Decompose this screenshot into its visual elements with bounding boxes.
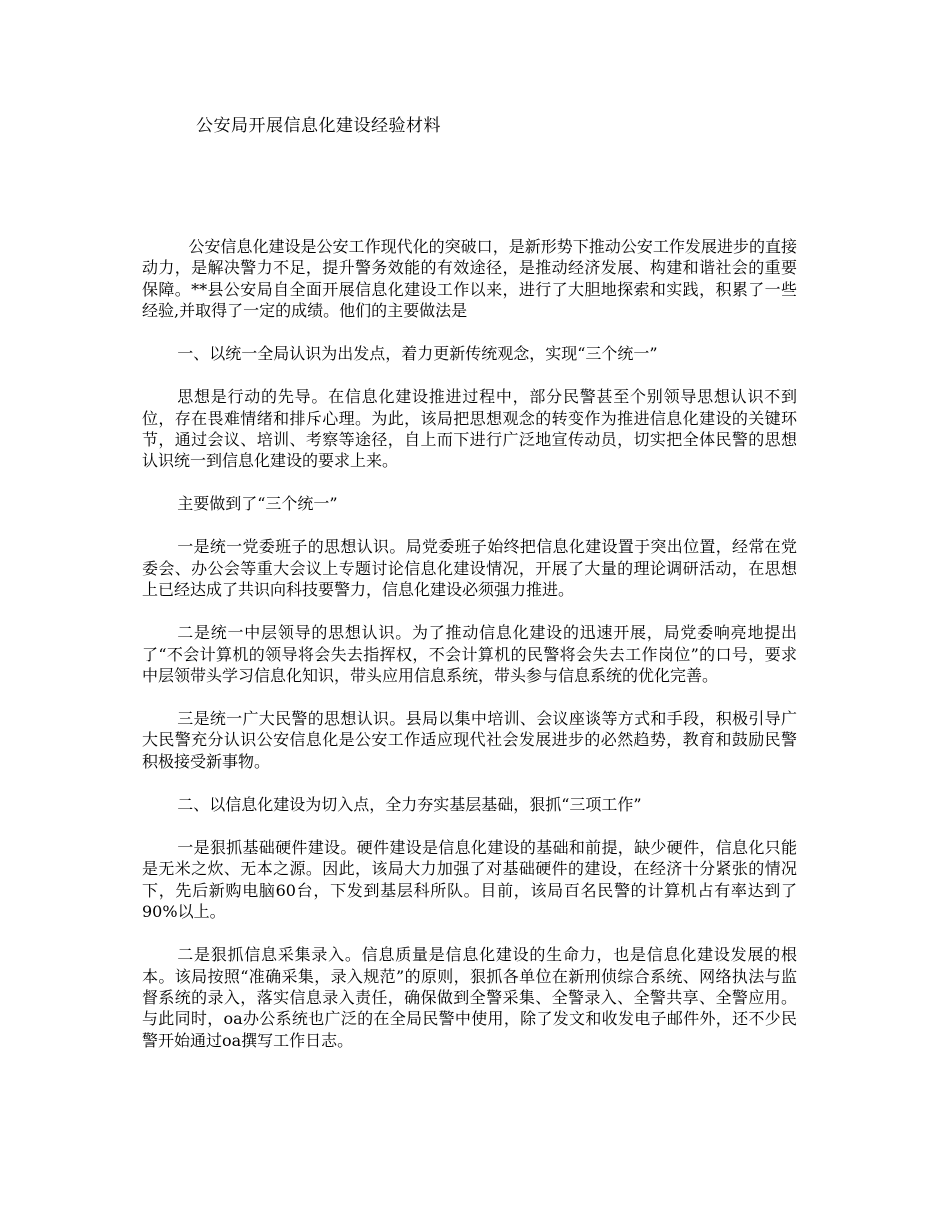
body-paragraph: 一是狠抓基础硬件建设。硬件建设是信息化建设的基础和前提，缺少硬件，信息化只能是无米之炊、无本之源。因此，该局大力加强了对基础硬件的建设，在经济十分紧张的情况下，先后新购电脑60台，下发到基层科所队。目前，该局百名民警的计算机占有率达到了90%以上。 — [142, 837, 797, 922]
document-body — [142, 236, 797, 1073]
section-heading-2: 二、以信息化建设为切入点，全力夯实基层基础，狠抓“三项工作” — [177, 794, 642, 814]
body-paragraph: 主要做到了“三个统一” — [177, 494, 338, 514]
body-paragraph: 三是统一广大民警的思想认识。县局以集中培训、会议座谈等方式和手段，积极引导广大民警充分认识公安信息化是公安工作适应现代社会发展进步的必然趋势，教育和鼓励民警积极接受新事物。 — [142, 709, 797, 771]
document-title: 公安局开展信息化建设经验材料 — [196, 116, 441, 136]
intro-paragraph: 公安信息化建设是公安工作现代化的突破口，是新形势下推动公安工作发展进步的直接动力，是解决警力不足，提升警务效能的有效途径，是推动经济发展、构建和谐社会的重要保障。**县公安局自全面开展信息化建设工作以来，进行了大胆地探索和实践，积累了一些经验,并取得了一定的成绩。他们的主要做法是 — [142, 237, 797, 321]
body-paragraph: 一是统一党委班子的思想认识。局党委班子始终把信息化建设置于突出位置，经常在党委会、办公会等重大会议上专题讨论信息化建设情况，开展了大量的理论调研活动，在思想上已经达成了共识向科技要警力，信息化建设必须强力推进。 — [142, 537, 797, 600]
body-paragraph: 二是狠抓信息采集录入。信息质量是信息化建设的生命力，也是信息化建设发展的根本。该局按照“准确采集，录入规范”的原则，狠抓各单位在新刑侦综合系统、网络执法与监督系统的录入，落实信息录入责任，确保做到全警采集、全警录入、全警共享、全警应用。与此同时，oa办公系统也广泛的在全局民警中使用，除了发文和收发电子邮件外，还不少民警开始通过oa撰写工作日志。 — [142, 945, 797, 1050]
section-heading-1: 一、以统一全局认识为出发点，着力更新传统观念，实现“三个统一” — [177, 344, 658, 364]
body-paragraph: 二是统一中层领导的思想认识。为了推动信息化建设的迅速开展，局党委响亮地提出了“不会计算机的领导将会失去指挥权，不会计算机的民警将会失去工作岗位”的口号，要求中层领带头学习信息化知识，带头应用信息系统，带头参与信息系统的优化完善。 — [142, 623, 797, 686]
body-paragraph: 思想是行动的先导。在信息化建设推进过程中，部分民警甚至个别领导思想认识不到位，存在畏难情绪和排斥心理。为此，该局把思想观念的转变作为推进信息化建设的关键环节，通过会议、培训、考察等途径，自上而下进行广泛地宣传动员，切实把全体民警的思想认识统一到信息化建设的要求上来。 — [142, 387, 797, 471]
